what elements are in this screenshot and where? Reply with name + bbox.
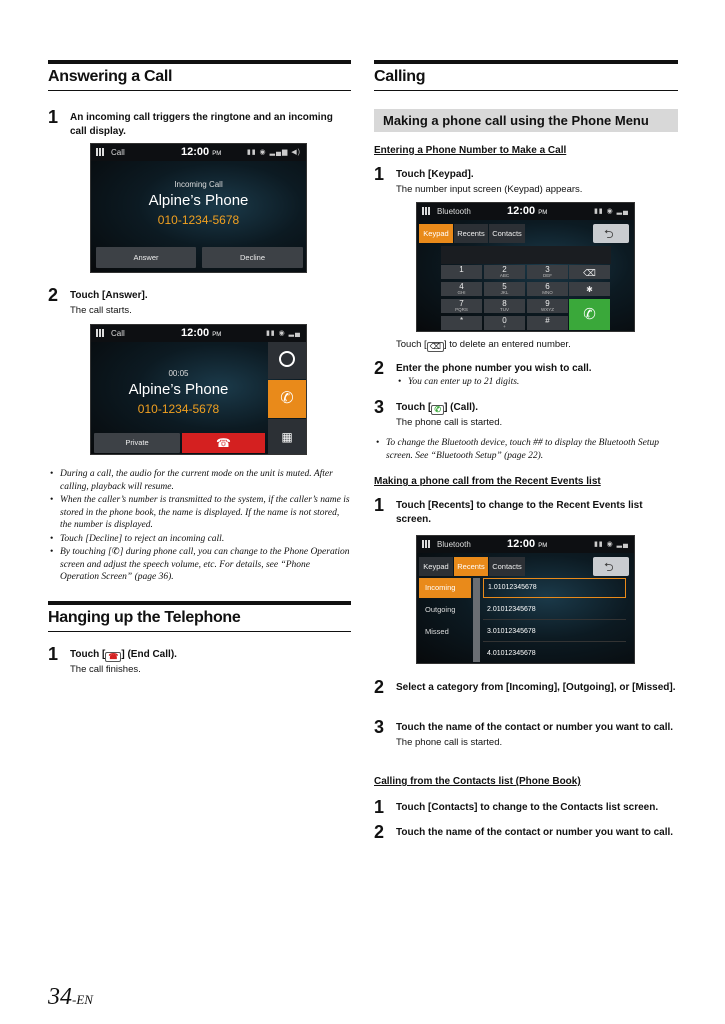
entering-heading: Entering a Phone Number to Make a Call: [374, 145, 567, 156]
key-label: Outgoing: [566, 682, 611, 693]
text-part: ] (: [444, 402, 454, 413]
clock: [181, 327, 221, 339]
step-text: [70, 289, 351, 303]
key-label: Keypad: [431, 169, 468, 180]
delete-instruction: [396, 339, 678, 352]
keypad-key[interactable]: [527, 282, 568, 296]
settings-key[interactable]: [569, 282, 610, 296]
phone-operation-button[interactable]: [268, 380, 306, 418]
key-digit: 5: [502, 282, 507, 291]
key-label: Recents: [431, 500, 471, 511]
text-part: By touching [: [60, 547, 112, 557]
tab-keypad[interactable]: Keypad: [419, 557, 453, 576]
keypad-key[interactable]: [527, 316, 568, 330]
contacts-heading: Calling from the Contacts list (Phone Book): [374, 776, 581, 787]
text-part: ].: [467, 169, 474, 180]
left-column: [48, 60, 351, 139]
keypad-button[interactable]: [268, 419, 306, 455]
status-bar: [91, 325, 306, 342]
step-sub: The call starts.: [70, 305, 132, 316]
menu-icon: [422, 207, 431, 215]
text-part: Select a category from [: [396, 682, 510, 693]
delete-key[interactable]: [569, 265, 610, 279]
keypad-key[interactable]: [484, 299, 525, 313]
text-part: Touch [: [396, 402, 432, 413]
key-letters: DEF: [543, 273, 552, 278]
menu-icon: [422, 540, 431, 548]
incoming-call-screenshot: [90, 143, 307, 273]
keypad-screenshot: [416, 202, 635, 332]
back-button[interactable]: [593, 224, 629, 243]
list-item[interactable]: 3.01012345678: [483, 622, 626, 642]
back-button[interactable]: [593, 557, 629, 576]
signal-battery-icon: ▮▮ ◉ ▂▄: [593, 541, 629, 548]
text-part: ).: [170, 649, 177, 660]
text-part: ].: [141, 290, 148, 301]
text-part: ], or [: [610, 682, 636, 693]
step-text: Touch the name of the contact or number you want to call.: [396, 722, 674, 733]
key-label: Missed: [635, 682, 670, 693]
phone-icon: ✆: [583, 306, 596, 323]
active-call-screenshot: [90, 324, 307, 455]
caller-number: 010-1234-5678: [137, 402, 220, 416]
keypad-key[interactable]: [441, 282, 482, 296]
page-num-value: 34: [48, 984, 72, 1010]
recents-screenshot: [416, 535, 635, 664]
call-timer: 00:05: [168, 369, 189, 378]
page-number: [48, 984, 93, 1011]
answering-step-2: [48, 285, 351, 317]
step-text: [396, 168, 678, 182]
list-item[interactable]: 2.01012345678: [483, 600, 626, 620]
step-number: 1: [374, 495, 385, 515]
grid-icon: ▦: [281, 430, 293, 444]
text-part: ] to delete an entered number.: [443, 339, 571, 350]
contacts-step-1: [374, 797, 678, 817]
sub-banner: Making a phone call using the Phone Menu: [374, 109, 678, 132]
recent-step-3: [374, 717, 678, 749]
menu-icon: [96, 148, 105, 156]
answering-notes: [48, 468, 351, 585]
note-item: • You can enter up to 21 digits.: [396, 376, 678, 389]
calling-step-2: [374, 358, 678, 390]
key-letters: WXYZ: [541, 307, 554, 312]
key-label: Call: [453, 402, 472, 413]
text-part: Touch [: [396, 339, 427, 350]
step-text: [396, 681, 678, 695]
answering-step-1: [48, 107, 351, 139]
right-column: [374, 60, 678, 196]
hanging-step-1: [48, 644, 351, 676]
private-button[interactable]: Private: [94, 433, 180, 453]
hanging-section: [48, 601, 351, 676]
hang-up-icon: ☎: [216, 436, 231, 450]
clock-time: 12:00: [507, 205, 536, 217]
key-label: Incoming: [509, 682, 554, 693]
note-item: • Touch [Decline] to reject an incoming call.: [48, 533, 351, 546]
step-number: 1: [48, 107, 59, 127]
step-number: 1: [374, 164, 385, 184]
backspace-icon: ⌫: [427, 342, 444, 352]
clock-ampm: PM: [538, 210, 548, 216]
caller-name: Alpine’s Phone: [128, 381, 229, 398]
gear-icon: ✱: [586, 285, 593, 294]
scrollbar[interactable]: [473, 578, 480, 662]
keypad-key[interactable]: [441, 299, 482, 313]
key-digit: 6: [545, 282, 550, 291]
step-text: [70, 648, 351, 662]
phone-sound-icon: ✆: [111, 547, 120, 557]
signal-battery-icon: ▮▮ ◉ ▂▄: [593, 208, 629, 215]
key-digit: 0: [502, 316, 507, 325]
step-number: 2: [48, 285, 59, 305]
key-letters: MNO: [542, 290, 553, 295]
section-title-answering: Answering a Call: [48, 60, 351, 91]
call-icon: ✆: [431, 405, 444, 415]
key-digit: 3: [545, 265, 550, 274]
call-button[interactable]: [569, 299, 610, 330]
key-digit: 7: [459, 299, 464, 308]
list-item[interactable]: 1.01012345678: [483, 578, 626, 598]
key-label: Contacts: [431, 802, 475, 813]
answer-button[interactable]: Answer: [96, 247, 196, 268]
clock: [507, 538, 547, 550]
number-display: [441, 246, 611, 264]
step-sub: The call finishes.: [70, 664, 141, 675]
text-part: ] during phone call, you can change to the Phone Operation screen and adjust the speech volume, etc. For details, see “Phone Operation Screen” (page 36).: [60, 547, 350, 582]
tab-recents[interactable]: Recents: [454, 557, 488, 576]
status-bar: [91, 144, 306, 161]
keypad-key[interactable]: [527, 265, 568, 279]
clock-ampm: PM: [212, 151, 222, 157]
end-call-button[interactable]: [182, 433, 265, 453]
end-call-icon: ☎: [105, 652, 121, 662]
calling-step-1: [374, 164, 678, 196]
keypad-key[interactable]: [484, 282, 525, 296]
clock-time: 12:00: [181, 327, 210, 339]
text-part: Touch [: [70, 649, 106, 660]
note-item: • When the caller’s number is transmitted to the system, if the caller’s name is stored in the phone book, the name is displayed. If the name is not stored, the number is displayed.: [48, 494, 351, 532]
step-text: [396, 801, 678, 815]
keypad-key[interactable]: [484, 265, 525, 279]
page-num-suffix: -EN: [72, 992, 93, 1007]
text-part: Touch [: [396, 169, 432, 180]
contact-button[interactable]: [268, 342, 306, 379]
key-digit: 2: [502, 265, 507, 274]
text-part: ).: [471, 402, 478, 413]
keypad-key[interactable]: [527, 299, 568, 313]
phone-sound-icon: ✆: [280, 390, 294, 407]
key-digit: #: [545, 316, 550, 325]
keypad-key[interactable]: [441, 265, 482, 279]
key-letters: PQRS: [455, 307, 468, 312]
category-incoming[interactable]: Incoming: [419, 578, 471, 598]
section-title-hanging: Hanging up the Telephone: [48, 601, 351, 632]
step-text: [396, 499, 678, 527]
key-letters: GHI: [457, 290, 466, 295]
key-digit: 4: [459, 282, 464, 291]
key-digit: *: [459, 316, 464, 325]
step-text: Enter the phone number you wish to call.: [396, 363, 592, 374]
clock-time: 12:00: [507, 538, 536, 550]
step-number: 3: [374, 397, 385, 417]
decline-button[interactable]: Decline: [202, 247, 303, 268]
bluetooth-note: [374, 437, 678, 463]
step-text: Touch the name of the contact or number you want to call.: [396, 827, 674, 838]
text-part: Touch [: [70, 290, 106, 301]
backspace-icon: ⌫: [583, 268, 596, 278]
incoming-status: Incoming Call: [174, 180, 223, 189]
recent-step-1: [374, 495, 678, 527]
caller-name: Alpine’s Phone: [148, 192, 249, 209]
clock-ampm: PM: [538, 543, 548, 549]
key-digit: 8: [502, 299, 507, 308]
clock-time: 12:00: [181, 146, 210, 158]
bar-label: Bluetooth: [437, 207, 471, 216]
step-number: 1: [374, 797, 385, 817]
text-part: ] (: [121, 649, 131, 660]
text-part: ] to change to the Recent Events list screen.: [396, 500, 643, 525]
step-sub: The phone call is started.: [396, 737, 503, 748]
bar-label: Call: [111, 329, 125, 338]
key-letters: TUV: [500, 307, 509, 312]
note-item: [48, 546, 351, 584]
section-title-calling: Calling: [374, 60, 678, 91]
step-notes: [396, 376, 678, 389]
key-label: Answer: [105, 290, 142, 301]
recent-heading: Making a phone call from the Recent Events list: [374, 476, 601, 487]
step-number: 3: [374, 717, 385, 737]
note-item: • During a call, the audio for the current mode on the unit is muted. After calling, playback will resume.: [48, 468, 351, 493]
text-part: Touch [: [396, 500, 432, 511]
status-bar: [417, 203, 634, 220]
clock-ampm: PM: [212, 332, 222, 338]
keypad-key[interactable]: [484, 316, 525, 330]
step-number: 2: [374, 358, 385, 378]
calling-step-3: [374, 397, 678, 429]
clock: [507, 205, 547, 217]
recent-step-2: [374, 677, 678, 697]
signal-battery-icon: ▮▮ ◉ ▂▄▆ ◀): [246, 149, 301, 156]
key-letters: ABC: [499, 273, 510, 278]
person-icon: [279, 351, 295, 367]
menu-icon: [96, 329, 105, 337]
tab-keypad[interactable]: Keypad: [419, 224, 453, 243]
step-sub: The phone call is started.: [396, 417, 503, 428]
key-digit: 1: [459, 265, 464, 274]
status-bar: [417, 536, 634, 553]
category-outgoing[interactable]: Outgoing: [425, 605, 456, 614]
text-part: Touch [: [396, 802, 432, 813]
tab-recents[interactable]: Recents: [454, 224, 488, 243]
step-number: 2: [374, 822, 385, 842]
keypad-key[interactable]: [441, 316, 482, 330]
clock: [181, 146, 221, 158]
bar-label: Call: [111, 148, 125, 157]
key-digit: 9: [545, 299, 550, 308]
tab-contacts[interactable]: Contacts: [489, 557, 525, 576]
step-number: 1: [48, 644, 59, 664]
step-text: An incoming call triggers the ringtone and an incoming call display.: [70, 112, 333, 137]
list-item[interactable]: 4.01012345678: [487, 650, 536, 657]
tab-contacts[interactable]: Contacts: [489, 224, 525, 243]
signal-battery-icon: ▮▮ ◉ ▂▄: [265, 330, 301, 337]
text-part: ] to change to the Contacts list screen.: [474, 802, 659, 813]
contacts-step-2: [374, 822, 678, 842]
text-part: ], [: [553, 682, 567, 693]
key-letters: +: [503, 324, 506, 329]
category-missed[interactable]: Missed: [425, 627, 449, 636]
note-item: • To change the Bluetooth device, touch ## to display the Bluetooth Setup screen. See “Bluetooth Setup” (page 22).: [374, 437, 678, 462]
caller-number: 010-1234-5678: [157, 213, 240, 227]
bar-label: Bluetooth: [437, 540, 471, 549]
key-label: End Call: [130, 649, 171, 660]
step-sub: The number input screen (Keypad) appears.: [396, 184, 583, 195]
step-number: 2: [374, 677, 385, 697]
step-text: [396, 401, 678, 415]
text-part: ].: [669, 682, 676, 693]
key-letters: JKL: [500, 290, 509, 295]
